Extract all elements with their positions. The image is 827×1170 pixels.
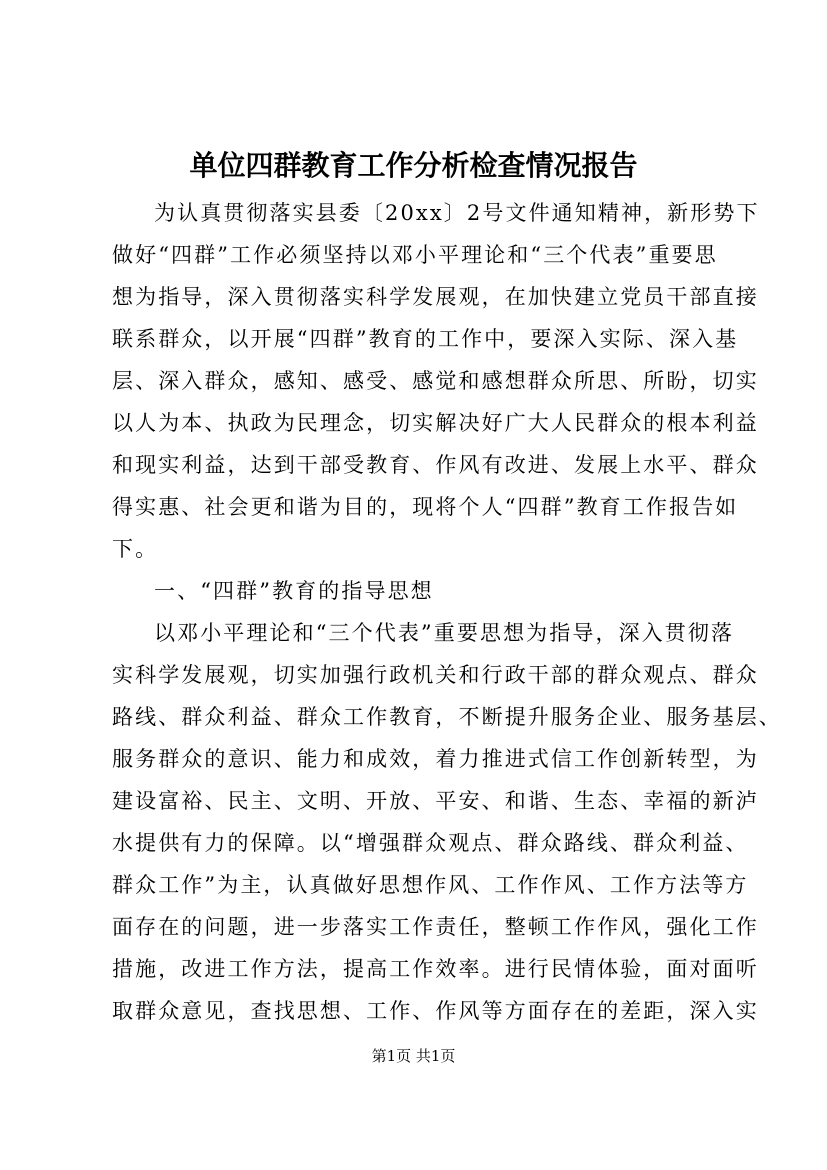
paragraph-2-line: 路线、群众利益、群众工作教育，不断提升服务企业、服务基层、 [112,705,782,729]
paragraph-1-line: 以人为本、执政为民理念，切实解决好广大人民群众的根本利益 [112,411,759,435]
paragraph-2-line: 以邓小平理论和“三个代表”重要思想为指导，深入贯彻落 [154,621,735,645]
paragraph-2-line: 面存在的问题，进一步落实工作责任，整顿工作作风，强化工作 [112,915,759,939]
paragraph-2-line: 群众工作”为主，认真做好思想作风、工作作风、工作方法等方 [112,873,749,897]
paragraph-2-line: 水提供有力的保障。以“增强群众观点、群众路线、群众利益、 [112,831,749,855]
paragraph-2-line: 取群众意见，查找思想、工作、作风等方面存在的差距，深入实 [112,999,759,1023]
paragraph-2-line: 服务群众的意识、能力和成效，着力推进式信工作创新转型，为 [112,747,759,771]
section-heading: 一、“四群”教育的指导思想 [154,579,434,603]
paragraph-1-line: 和现实利益，达到干部受教育、作风有改进、发展上水平、群众 [112,453,759,477]
paragraph-2-line: 措施，改进工作方法，提高工作效率。进行民情体验，面对面听 [112,957,759,981]
paragraph-2-line: 建设富裕、民主、文明、开放、平安、和谐、生态、幸福的新泸 [112,789,759,813]
page-footer: 第1页 共1页 [371,1047,456,1065]
document-title: 单位四群教育工作分析检查情况报告 [189,149,638,182]
paragraph-1-line: 为认真贯彻落实县委〔20xx〕2号文件通知精神，新形势下 [154,201,760,225]
paragraph-1-line: 做好“四群”工作必须坚持以邓小平理论和“三个代表”重要思 [112,243,718,267]
paragraph-1-line: 联系群众，以开展“四群”教育的工作中，要深入实际、深入基 [112,327,739,351]
paragraph-1-line: 下。 [112,537,159,561]
paragraph-2-line: 实科学发展观，切实加强行政机关和行政干部的群众观点、群众 [112,663,759,687]
paragraph-1-line: 层、深入群众，感知、感受、感觉和感想群众所思、所盼，切实 [112,369,759,393]
paragraph-1-line: 想为指导，深入贯彻落实科学发展观，在加快建立党员干部直接 [112,285,759,309]
paragraph-1-line: 得实惠、社会更和谐为目的，现将个人“四群”教育工作报告如 [112,495,739,519]
